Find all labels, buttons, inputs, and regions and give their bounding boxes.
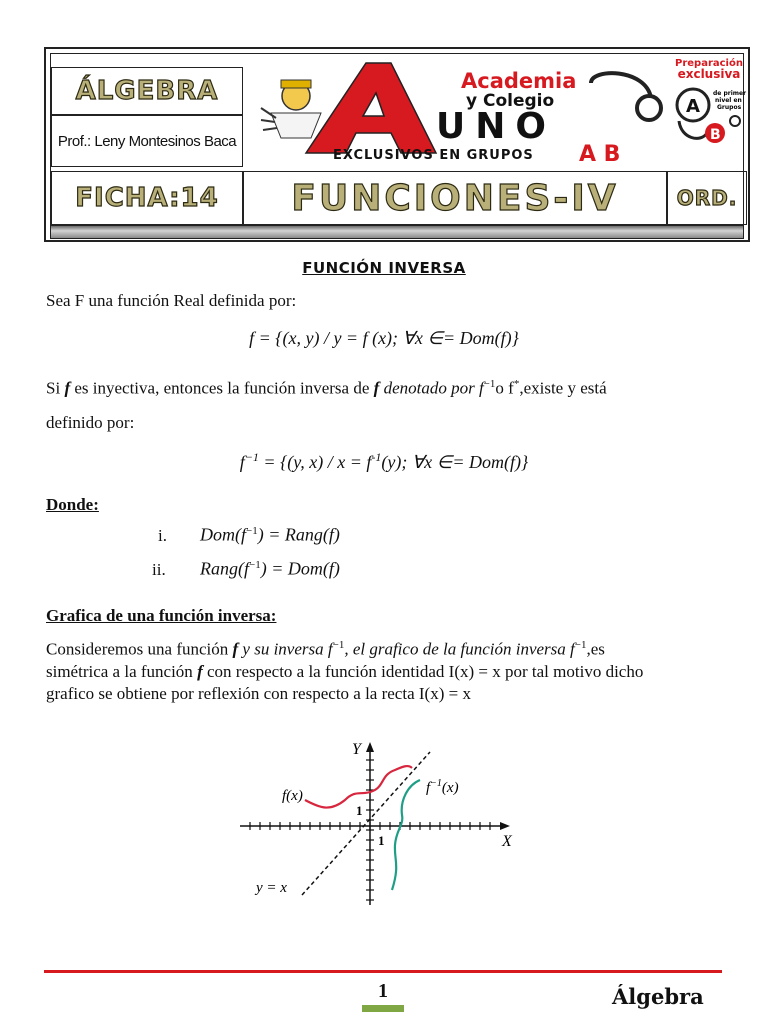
finv-sup: −1 <box>430 778 442 789</box>
footer-subject: Álgebra <box>612 984 704 1009</box>
identity-label: y = x <box>256 880 287 896</box>
superscript: -1 <box>371 450 382 464</box>
f-symbol: f <box>64 378 71 398</box>
inverse-function-graph <box>230 730 530 910</box>
academy-logo <box>251 58 671 166</box>
f-curve <box>305 766 412 808</box>
math-run: Rang(f <box>200 558 249 579</box>
f-symbol: f <box>373 378 380 398</box>
logo-groups: A B <box>579 142 621 166</box>
header-divider-bar <box>50 225 744 239</box>
badge-line5: Grupos <box>717 104 742 111</box>
header-inner <box>50 53 747 236</box>
graph-section-heading: Grafica de una función inversa: <box>46 606 277 625</box>
page-title: FUNCIÓN INVERSA <box>302 259 466 277</box>
y-axis-label: Y <box>352 741 361 758</box>
item-i <box>158 520 340 547</box>
superscript: −1 <box>574 639 587 651</box>
donde-heading: Donde: <box>46 495 99 514</box>
badge-line2: exclusiva <box>677 67 741 81</box>
superscript: −1 <box>249 559 261 571</box>
y-axis-arrow-icon <box>366 742 374 752</box>
preparation-badge <box>671 58 747 166</box>
topic-title: FUNCIONES-IV <box>291 177 619 219</box>
x-axis-label: X <box>502 833 512 850</box>
badge-emblem-icon <box>671 81 747 161</box>
item-number: i. <box>158 525 167 545</box>
math-run: = {(y, x) / x = f <box>263 452 372 472</box>
item-number: ii. <box>152 559 166 579</box>
finv-label <box>426 778 459 796</box>
level-label: ORD. <box>676 186 738 210</box>
text-run: ,es <box>586 639 605 659</box>
subject-cell <box>51 67 243 115</box>
finv-base: f <box>426 780 431 796</box>
logo-uno: UNO <box>436 106 556 147</box>
text-run: y su inversa f <box>238 639 333 659</box>
f-symbol: f <box>197 661 203 681</box>
page-number: 1 <box>378 980 388 1002</box>
x-tick-label: 1 <box>378 833 385 848</box>
superscript: −1 <box>483 378 496 390</box>
math-run: ) = Rang(f) <box>257 524 340 545</box>
f-label: f(x) <box>282 788 303 804</box>
badge-letter-a: A <box>686 96 700 117</box>
paragraph-line <box>46 661 726 683</box>
badge-line3: de primer <box>713 90 747 97</box>
finv-notation: denotado por f <box>379 378 484 398</box>
text-run: simétrica a la función <box>46 661 198 681</box>
logo-tagline: EXCLUSIVOS EN GRUPOS <box>333 148 534 163</box>
ficha-cell <box>51 171 243 225</box>
text-run: o f <box>495 378 514 398</box>
text-run: , el grafico de la función inversa f <box>344 639 575 659</box>
text-run: ,existe y está <box>519 378 607 398</box>
graph-paragraph <box>46 634 726 705</box>
badge-line4: nivel en <box>715 97 742 104</box>
badge-line1: Preparación <box>675 58 743 69</box>
badge-letter-b: B <box>710 127 721 143</box>
superscript: −1 <box>332 639 345 651</box>
footer-divider <box>44 970 722 973</box>
identity-line <box>302 752 430 895</box>
topic-cell <box>243 171 667 225</box>
text-run: es inyectiva, entonces la función inversa de <box>70 378 374 398</box>
defined-by-text: definido por: <box>46 413 135 432</box>
logo-line1: Academia <box>461 69 577 93</box>
ficha-label: FICHA:14 <box>75 183 219 213</box>
superscript: −1 <box>244 450 259 464</box>
y-tick-label: 1 <box>356 803 363 818</box>
paragraph-line <box>46 634 726 661</box>
f-symbol: f <box>232 639 239 659</box>
subject-label: ÁLGEBRA <box>75 76 219 106</box>
x-axis-arrow-icon <box>500 822 510 830</box>
teacher-cell <box>51 115 243 167</box>
text-run: con respecto a la función identidad I(x) = x por tal motivo dicho <box>202 661 644 681</box>
text-run: Si <box>46 378 65 398</box>
teacher-name: Prof.: Leny Montesinos Baca <box>57 132 237 150</box>
superscript: −1 <box>246 525 258 537</box>
equation-definition: f = {(x, y) / y = f (x); ∀x ∈= Dom(f)} <box>249 328 519 348</box>
text-run: Consideremos una función <box>46 639 233 659</box>
intro-text: Sea F una función Real definida por: <box>46 291 297 310</box>
math-run: (y); ∀x ∈= Dom(f)} <box>381 452 529 472</box>
mascot-icon <box>261 80 321 138</box>
level-cell <box>667 171 747 225</box>
injective-paragraph <box>46 373 607 400</box>
item-ii <box>152 554 340 581</box>
logo-line2: y Colegio <box>466 91 555 111</box>
finv-arg: (x) <box>441 780 459 796</box>
math-run: Dom(f <box>200 524 246 545</box>
finv-curve <box>392 780 420 890</box>
paragraph-line: grafico se obtiene por reflexión con respecto a la recta I(x) = x <box>46 683 471 703</box>
math-run: ) = Dom(f) <box>260 558 340 579</box>
header-frame <box>44 47 750 242</box>
equation-inverse <box>0 450 768 473</box>
superscript: * <box>513 378 520 390</box>
page-number-bar <box>362 1005 404 1012</box>
math-run: f <box>239 452 245 472</box>
